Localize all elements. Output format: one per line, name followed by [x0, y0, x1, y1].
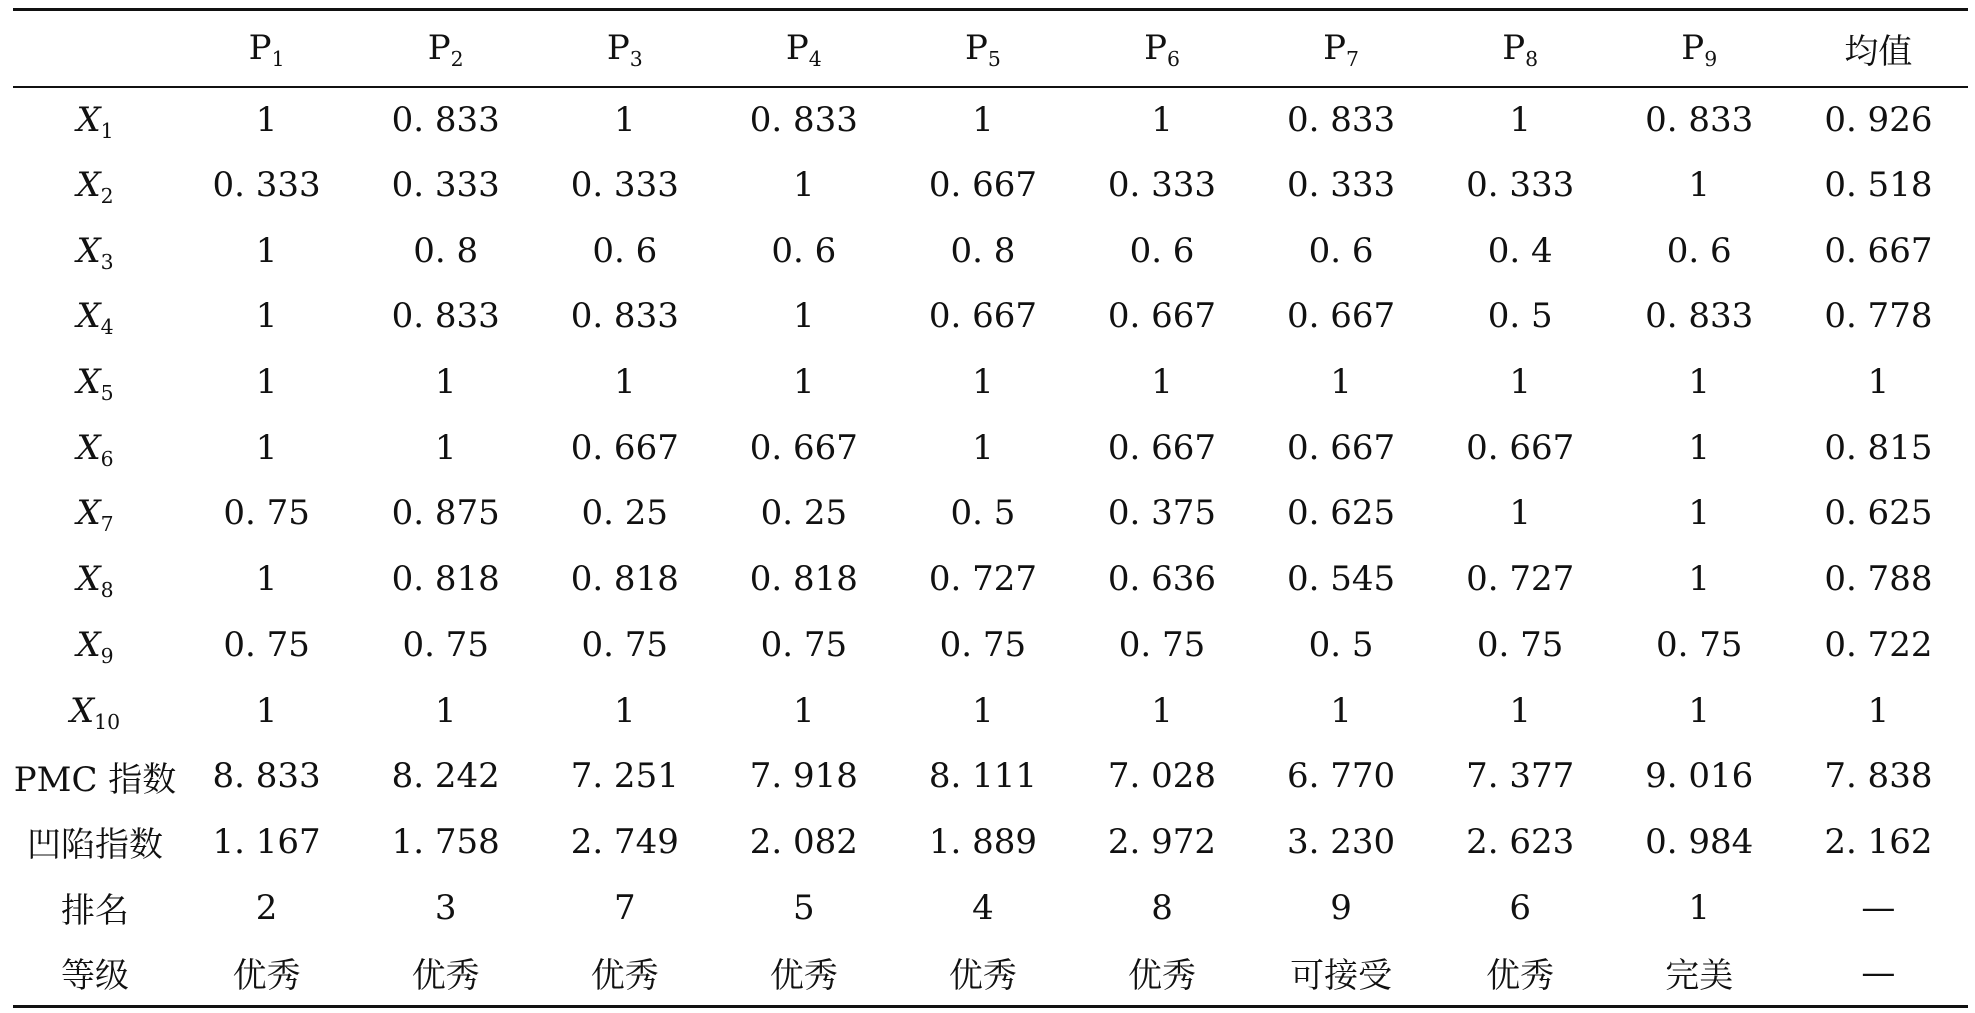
table-cell: 1 [1688, 887, 1711, 928]
summary-row [13, 809, 1968, 875]
table-cell: 1 [434, 362, 457, 403]
row-label-x8: $X_8$ [76, 559, 114, 603]
table-cell: 0. 818 [749, 559, 858, 600]
table-cell: 1 [1509, 493, 1531, 534]
table-cell: 0. 722 [1824, 624, 1933, 665]
table-row [13, 481, 1968, 547]
table-cell: 1 [255, 296, 278, 337]
table-cell: 1 [613, 99, 636, 140]
table-row [13, 152, 1968, 218]
table-cell: 2. 082 [749, 821, 858, 862]
summary-row-label: PMC 指数 [13, 759, 177, 800]
table-cell: 0. 833 [1287, 99, 1396, 140]
row-label-x2: $X_2$ [76, 165, 114, 209]
table-cell: 0. 75 [223, 493, 310, 534]
table-cell: 0. 833 [749, 99, 858, 140]
table-cell: 1 [255, 427, 278, 468]
table-cell: 1 [1509, 362, 1531, 403]
table-cell: 0. 25 [760, 493, 848, 534]
table-cell: 1 [1330, 690, 1352, 731]
table-cell: 0. 875 [391, 493, 500, 534]
table-cell: 1 [1688, 493, 1711, 534]
row-label-x7: $X_7$ [76, 493, 114, 537]
table-cell: 1 [255, 99, 278, 140]
table-cell: 7 [613, 887, 636, 928]
table-cell: 0. 818 [570, 559, 679, 600]
table-cell: 1 [1688, 559, 1711, 600]
table-cell: 0. 6 [1666, 230, 1732, 271]
row-label-x1: $X_1$ [76, 99, 114, 143]
table-cell: 可接受 [1252, 940, 1431, 1006]
table-cell: 0. 75 [223, 624, 310, 665]
header-p4: $P_4$ [785, 28, 822, 72]
table-cell: 优秀 [1072, 940, 1251, 1006]
table-cell: 9 [1330, 887, 1352, 928]
table-cell: 7. 838 [1824, 756, 1933, 797]
table-cell: 0. 8 [413, 230, 479, 271]
table-cell: 1 [255, 362, 278, 403]
table-cell: 6 [1509, 887, 1531, 928]
table-cell: 0. 545 [1287, 559, 1396, 600]
table-cell: 1 [1509, 99, 1531, 140]
table-cell: 0. 636 [1107, 559, 1217, 600]
table-cell: 0. 815 [1824, 427, 1933, 468]
header-p5: $P_5$ [964, 28, 1001, 72]
table-row [13, 87, 1968, 153]
table-cell: 1 [613, 362, 636, 403]
table-cell: 3. 230 [1287, 821, 1396, 862]
table-cell: 0. 75 [939, 624, 1027, 665]
table-cell: 1 [793, 165, 815, 206]
table-cell: 0. 667 [1107, 427, 1217, 468]
table-cell: 2. 162 [1824, 821, 1933, 862]
row-label-x3: $X_3$ [76, 230, 114, 274]
row-label-x4: $X_4$ [76, 296, 114, 340]
table-cell: 0. 667 [1466, 427, 1575, 468]
table-cell: 1 [1867, 362, 1890, 403]
table-row [13, 284, 1968, 350]
table-cell: 0. 788 [1824, 559, 1933, 600]
table-cell: 7. 377 [1466, 756, 1575, 797]
header-p7: $P_7$ [1323, 28, 1360, 72]
table-cell: 优秀 [177, 940, 356, 1006]
table-cell: 优秀 [893, 940, 1072, 1006]
table-row [13, 546, 1968, 612]
table-cell: 0. 5 [950, 493, 1016, 534]
table-cell: 0. 667 [749, 427, 858, 468]
table-cell: 0. 333 [570, 165, 679, 206]
table-cell: 0. 727 [928, 559, 1037, 600]
table-cell: 0. 667 [1287, 296, 1396, 337]
table-cell: 1 [255, 690, 278, 731]
table-cell: 8. 111 [928, 756, 1037, 797]
table-cell: 1 [793, 690, 815, 731]
header-p2: $P_2$ [427, 28, 464, 72]
table-cell: 2. 972 [1107, 821, 1217, 862]
table-cell: 1 [793, 362, 815, 403]
table-cell: 0. 833 [1645, 296, 1754, 337]
table-row [13, 678, 1968, 744]
table-cell: 0. 75 [402, 624, 489, 665]
table-cell: 优秀 [535, 940, 714, 1006]
table-cell: 0. 25 [581, 493, 669, 534]
table-cell: 0. 984 [1645, 821, 1754, 862]
table-cell: 优秀 [714, 940, 893, 1006]
table-cell: 0. 625 [1287, 493, 1396, 534]
table-cell: 优秀 [1431, 940, 1610, 1006]
table-cell: 7. 918 [749, 756, 858, 797]
row-label-x10: $X_{10}$ [69, 690, 121, 734]
table-cell: 0. 4 [1487, 230, 1553, 271]
table-cell: 1 [972, 690, 994, 731]
table-cell: 1. 758 [391, 821, 500, 862]
table-cell: 0. 833 [391, 296, 500, 337]
table-cell: 0. 5 [1308, 624, 1374, 665]
table-cell: 1 [1688, 427, 1711, 468]
table-cell: 0. 333 [1287, 165, 1396, 206]
header-p1: $P_1$ [248, 28, 285, 72]
summary-row-label: 等级 [13, 940, 177, 1006]
table-cell: 2 [255, 887, 278, 928]
table-row [13, 349, 1968, 415]
table-cell: 2. 623 [1466, 821, 1575, 862]
table-cell: 0. 333 [1107, 165, 1217, 206]
summary-row [13, 875, 1968, 941]
table-cell: 7. 028 [1107, 756, 1217, 797]
table-cell: 0. 667 [928, 165, 1037, 206]
table-cell: 0. 333 [391, 165, 500, 206]
table-cell: 0. 667 [928, 296, 1037, 337]
table-cell: 1 [1688, 690, 1711, 731]
table-cell: 0. 833 [1645, 99, 1754, 140]
table-cell: 8 [1151, 887, 1173, 928]
table-cell: 1 [1330, 362, 1352, 403]
table-cell: 0. 75 [760, 624, 848, 665]
table-cell: 0. 75 [581, 624, 669, 665]
table-cell: 1 [434, 427, 457, 468]
table-cell: 0. 75 [1118, 624, 1206, 665]
header-p8: $P_8$ [1502, 28, 1539, 72]
table-row [13, 612, 1968, 678]
table-cell: 3 [434, 887, 457, 928]
table-cell: 0. 333 [212, 165, 321, 206]
table-cell: 0. 727 [1466, 559, 1575, 600]
table-cell: 8. 242 [391, 756, 500, 797]
header-row [13, 10, 1968, 87]
table-cell: 0. 667 [570, 427, 679, 468]
table-cell: 0. 75 [1655, 624, 1743, 665]
header-p6: $P_6$ [1144, 28, 1180, 72]
table-cell: 5 [793, 887, 815, 928]
table-cell: 0. 625 [1824, 493, 1933, 534]
table-cell: 0. 667 [1824, 230, 1933, 271]
table-cell: 1. 889 [928, 821, 1037, 862]
table-cell: 1. 167 [212, 821, 321, 862]
table-cell: 0. 8 [950, 230, 1016, 271]
table-cell: 0. 75 [1476, 624, 1564, 665]
summary-row-label: 凹陷指数 [27, 825, 164, 866]
table-row [13, 218, 1968, 284]
table-cell: 1 [434, 690, 457, 731]
row-label-x5: $X_5$ [76, 362, 114, 406]
row-label-x9: $X_9$ [76, 624, 114, 668]
pmc-table-container [13, 8, 1968, 1008]
table-cell: 6. 770 [1287, 756, 1396, 797]
table-cell: 0. 833 [391, 99, 500, 140]
header-p3: $P_3$ [606, 28, 643, 72]
table-cell: 7. 251 [570, 756, 679, 797]
table-cell: 1 [1688, 362, 1711, 403]
table-cell: 0. 667 [1287, 427, 1396, 468]
table-cell: 1 [1151, 362, 1173, 403]
table-row [13, 415, 1968, 481]
header-corner-cell [13, 10, 177, 87]
table-cell: 1 [613, 690, 636, 731]
table-cell: 0. 6 [771, 230, 837, 271]
table-body [13, 87, 1968, 1007]
table-cell: 4 [972, 887, 994, 928]
table-cell: 1 [972, 427, 994, 468]
table-cell: 1 [1509, 690, 1531, 731]
table-cell: 1 [1688, 165, 1711, 206]
table-cell: 0. 518 [1824, 165, 1933, 206]
table-cell: — [1789, 940, 1968, 1006]
table-cell: 1 [1151, 690, 1173, 731]
table-cell: 1 [255, 559, 278, 600]
table-cell: — [1861, 887, 1896, 928]
table-cell: 0. 667 [1107, 296, 1217, 337]
summary-row [13, 940, 1968, 1006]
table-cell: 0. 833 [570, 296, 679, 337]
table-cell: 0. 778 [1824, 296, 1933, 337]
table-cell: 1 [972, 362, 994, 403]
summary-row [13, 743, 1968, 809]
header-mean: 均值 [1844, 31, 1913, 72]
table-cell: 完美 [1610, 940, 1789, 1006]
table-cell: 0. 5 [1487, 296, 1553, 337]
table-cell: 0. 818 [391, 559, 500, 600]
header-p9: $P_9$ [1681, 28, 1718, 72]
table-cell: 2. 749 [570, 821, 679, 862]
table-cell: 8. 833 [212, 756, 321, 797]
pmc-table [13, 8, 1968, 1008]
table-cell: 1 [1867, 690, 1890, 731]
summary-row-label: 排名 [61, 891, 130, 932]
table-cell: 9. 016 [1645, 756, 1754, 797]
table-cell: 0. 6 [1308, 230, 1374, 271]
table-cell: 优秀 [356, 940, 535, 1006]
table-cell: 0. 926 [1824, 99, 1933, 140]
table-cell: 1 [793, 296, 815, 337]
row-label-x6: $X_6$ [76, 427, 114, 471]
table-cell: 1 [972, 99, 994, 140]
table-cell: 0. 6 [1129, 230, 1195, 271]
table-cell: 0. 375 [1107, 493, 1217, 534]
table-cell: 0. 333 [1466, 165, 1575, 206]
table-cell: 1 [1151, 99, 1173, 140]
table-cell: 0. 6 [592, 230, 658, 271]
table-cell: 1 [255, 230, 278, 271]
